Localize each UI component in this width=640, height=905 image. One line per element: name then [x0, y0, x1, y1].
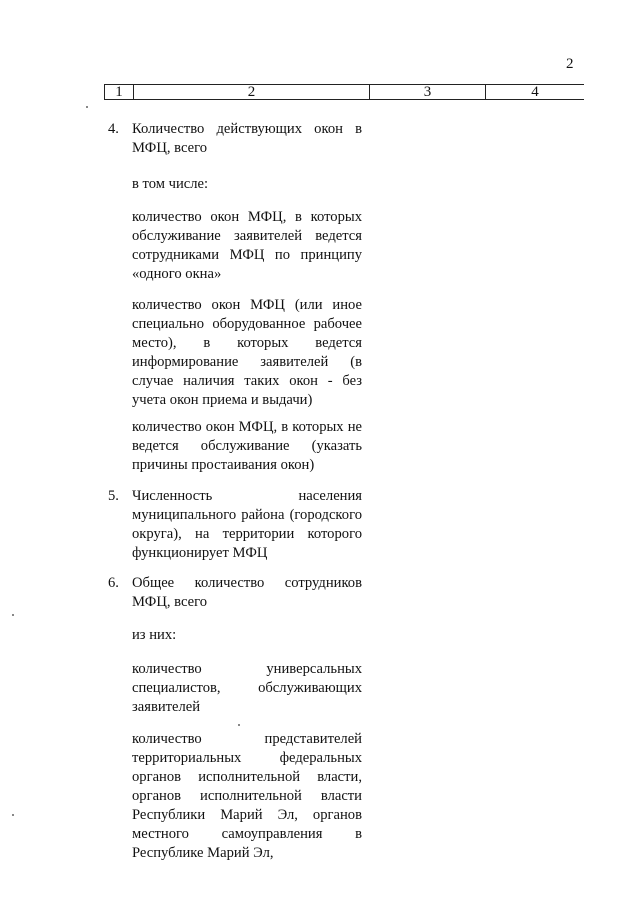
subitem-universal-specialists — [132, 660, 362, 717]
column-header-4: 4 — [486, 85, 585, 100]
item-text: Численность населения муниципального района (городского округа), на территории которого функционирует МФЦ — [132, 488, 362, 561]
subitem-text: количество представителей территориальных федеральных органов исполнительной власти, органов исполнительной власти Республики Марий Эл, органов местного самоуправления в Республике Марий Эл, — [132, 731, 362, 861]
scan-speck — [12, 614, 14, 616]
item-number: 4. — [108, 121, 119, 137]
subitem-of-them — [132, 626, 362, 645]
subitem-in-that-number — [132, 175, 362, 194]
item-text: Общее количество сотрудников МФЦ, всего — [132, 575, 362, 610]
subitem-informing-windows — [132, 296, 362, 410]
column-header-1: 1 — [105, 85, 134, 100]
item-4 — [108, 120, 362, 158]
column-header-table — [104, 84, 584, 100]
scan-speck — [86, 106, 88, 108]
subitem-text: в том числе: — [132, 176, 209, 192]
item-text: Количество действующих окон в МФЦ, всего — [132, 121, 362, 156]
column-header-3: 3 — [370, 85, 486, 100]
subitem-one-window — [132, 208, 362, 284]
item-number: 6. — [108, 575, 119, 591]
subitem-text: количество окон МФЦ (или иное специально оборудованное рабочее место), в которых ведется информирование заявителей (в случае наличия таких окон - без учета окон приема и выдачи) — [132, 297, 362, 408]
subitem-representatives — [132, 730, 362, 863]
subitem-text: количество окон МФЦ, в которых обслуживание заявителей ведется сотрудниками МФЦ по принципу «одного окна» — [132, 209, 362, 282]
subitem-text: из них: — [132, 627, 177, 643]
scan-speck — [238, 724, 240, 726]
item-6 — [108, 574, 362, 612]
column-header-2: 2 — [134, 85, 370, 100]
scan-speck — [12, 814, 14, 816]
subitem-text: количество окон МФЦ, в которых не ведется обслуживание (указать причины простаивания окон) — [132, 419, 362, 473]
subitem-idle-windows — [132, 418, 362, 475]
page-number: 2 — [566, 56, 574, 72]
item-5 — [108, 487, 362, 563]
subitem-text: количество универсальных специалистов, обслуживающих заявителей — [132, 661, 362, 715]
item-number: 5. — [108, 488, 119, 504]
